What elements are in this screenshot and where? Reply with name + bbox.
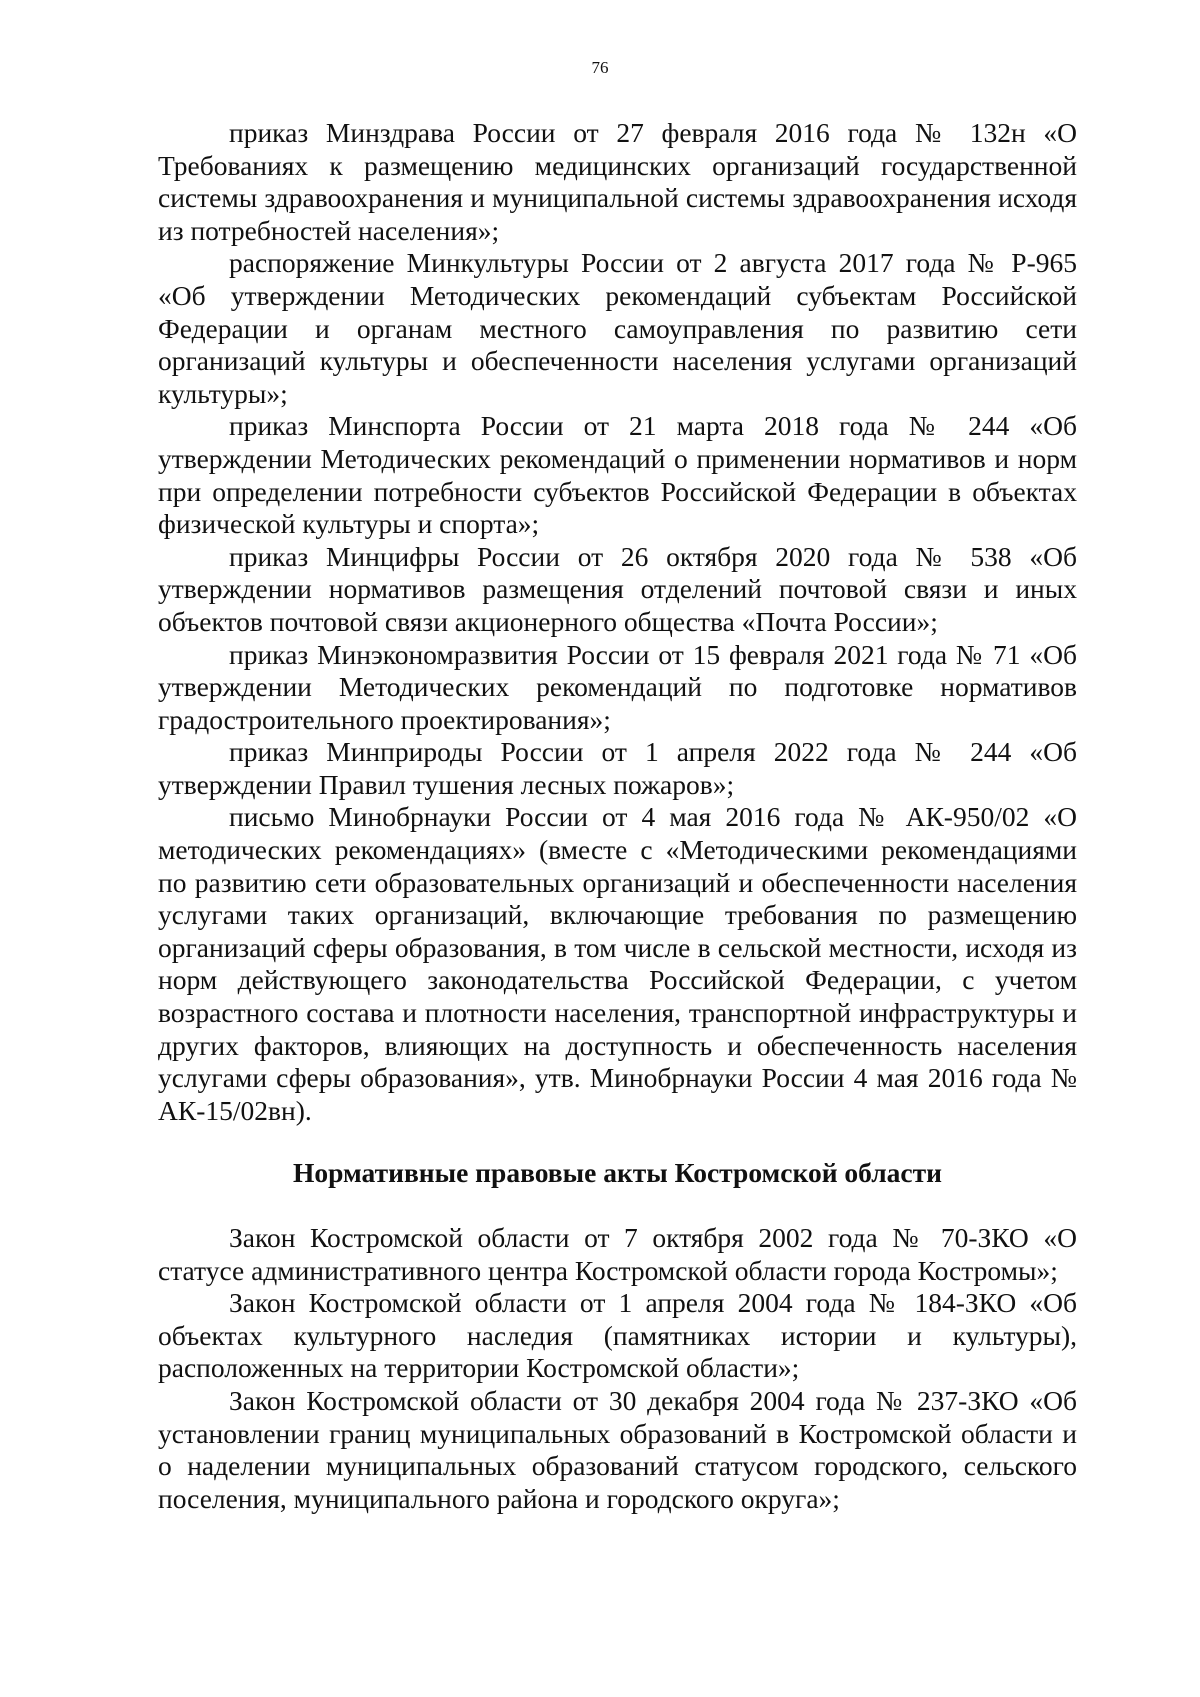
regional-act-item: Закон Костромской области от 7 октября 2002 года № 70-ЗКО «О статусе административного центра Костромской области города Костромы»; <box>158 1222 1077 1286</box>
federal-act-item: распоряжение Минкультуры России от 2 августа 2017 года № Р-965 «Об утверждении Методических рекомендаций субъектам Российской Федерации и органам местного самоуправления по развитию сети организаций культуры и обеспеченности населения услугами организаций культуры»; <box>158 247 1077 409</box>
page-number: 76 <box>591 58 609 77</box>
section-heading: Нормативные правовые акты Костромской области <box>292 1157 942 1189</box>
federal-act-item: приказ Минэкономразвития России от 15 февраля 2021 года № 71 «Об утверждении Методических рекомендаций по подготовке нормативов градостроительного проектирования»; <box>158 638 1077 735</box>
federal-act-item: приказ Минцифры России от 26 октября 2020 года № 538 «Об утверждении нормативов размещения отделений почтовой связи и иных объектов почтовой связи акционерного общества «Почта России»; <box>158 540 1077 637</box>
federal-act-item: приказ Минспорта России от 21 марта 2018 года № 244 «Об утверждении Методических рекомендаций о применении нормативов и норм при определении потребности субъектов Российской Федерации в объектах физической культуры и спорта»; <box>158 410 1077 540</box>
document-body <box>158 117 1077 1515</box>
federal-act-item: приказ Минприроды России от 1 апреля 2022 года № 244 «Об утверждении Правил тушения лесных пожаров»; <box>158 736 1077 800</box>
regional-act-item: Закон Костромской области от 1 апреля 2004 года № 184-ЗКО «Об объектах культурного наследия (памятниках истории и культуры), расположенных на территории Костромской области»; <box>158 1287 1077 1384</box>
federal-act-item: письмо Минобрнауки России от 4 мая 2016 года № АК-950/02 «О методических рекомендациях» (вместе с «Методическими рекомендациями по развитию сети образовательных организаций и обеспеченности населения услугами таких организаций, включающие требования по размещению организаций сферы образования, в том числе в сельской местности, исходя из норм действующего законодательства Российской Федерации, с учетом возрастного состава и плотности населения, транспортной инфраструктуры и других факторов, влияющих на доступность и обеспеченность населения услугами сферы образования», утв. Минобрнауки России 4 мая 2016 года № АК-15/02вн). <box>158 801 1077 1126</box>
regional-act-item: Закон Костромской области от 30 декабря 2004 года № 237-ЗКО «Об установлении границ муниципальных образований в Костромской области и о наделении муниципальных образований статусом городского, сельского поселения, муниципального района и городского округа»; <box>158 1384 1077 1514</box>
federal-act-item: приказ Минздрава России от 27 февраля 2016 года № 132н «О Требованиях к размещению медицинских организаций государственной системы здравоохранения и муниципальной системы здравоохранения исходя из потребностей населения»; <box>158 117 1077 246</box>
